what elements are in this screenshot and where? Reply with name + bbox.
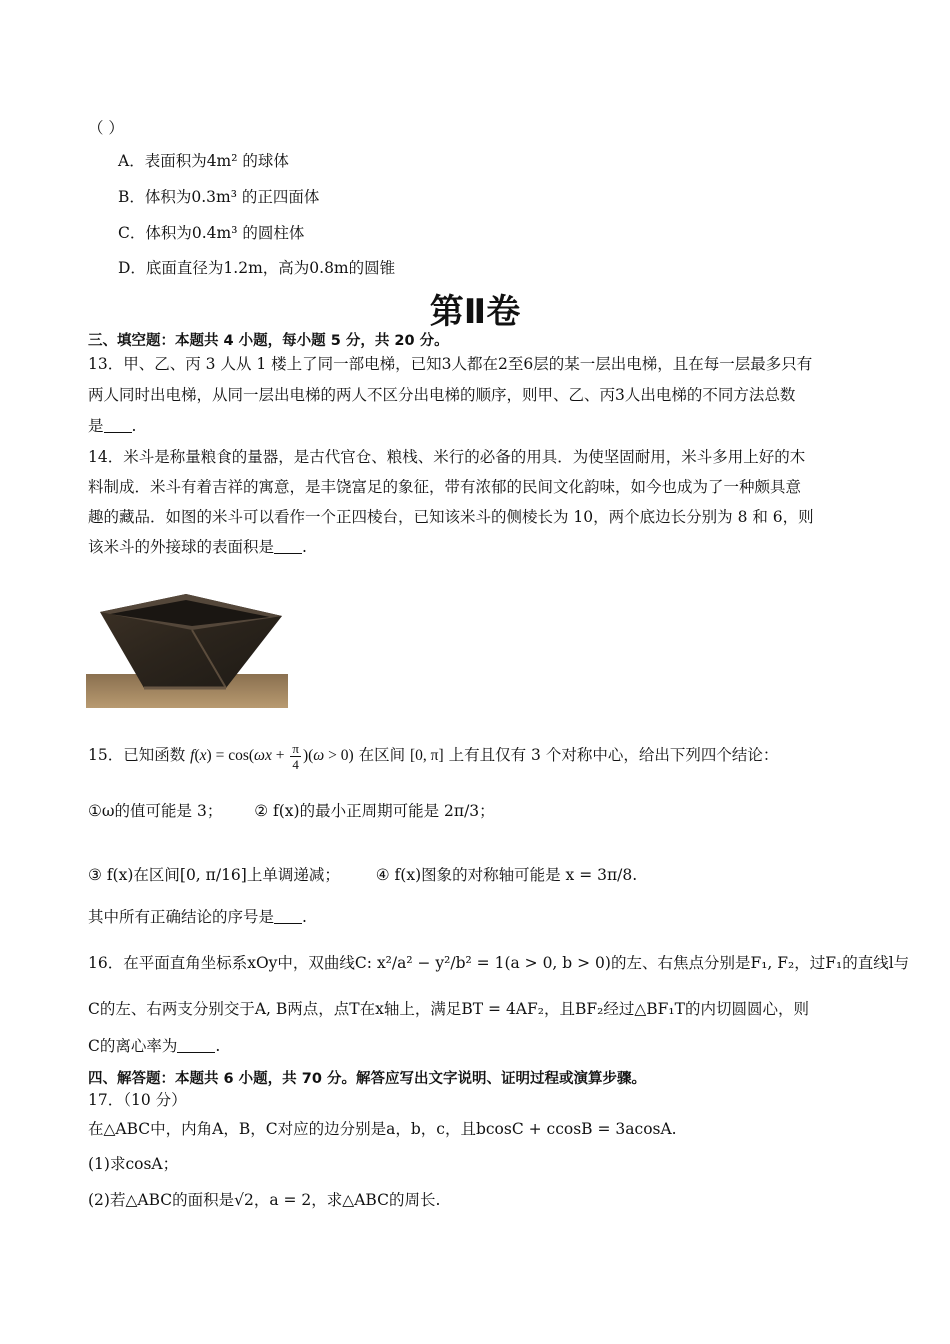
q14-line2: 料制成．米斗有着吉祥的寓意，是丰饶富足的象征，带有浓郁的民间文化韵味，如今也成为了一种颇具意 [88, 478, 802, 496]
frac-den: 4 [292, 756, 299, 772]
period: . [302, 538, 307, 556]
q15-interval: [0, π] [410, 747, 444, 764]
q13-line3 [88, 415, 868, 437]
answer-blank [274, 909, 302, 924]
rice-measure-photo [86, 590, 288, 708]
answer-paren: （ ） [88, 119, 124, 137]
answer-blank [104, 418, 132, 433]
q13-line1: 13．甲、乙、丙 3 人从 1 楼上了同一部电梯，已知3人都在2至6层的某一层出电梯，且在每一层最多只有 [88, 355, 813, 373]
part3-heading: 三、填空题：本题共 4 小题，每小题 5 分，共 20 分。 [88, 333, 449, 349]
q13-text: 是 [88, 417, 104, 435]
q17-part2: (2)若△ABC的面积是√2，a = 2，求△ABC的周长. [88, 1191, 441, 1209]
answer-blank [177, 1038, 215, 1053]
option-d: D．底面直径为1.2m，高为0.8m的圆锥 [118, 259, 396, 277]
period: . [131, 417, 137, 435]
section-title: 第Ⅱ卷 [429, 292, 521, 332]
period: . [302, 908, 307, 926]
q16-line1: 16．在平面直角坐标系xOy中，双曲线C: x²/a² − y²/b² = 1(a > 0, b > 0)的左、右焦点分别是F₁, F₂，过F₁的直线l与 [88, 954, 910, 972]
fraction-pi-over-4 [290, 741, 301, 772]
paren-x: (x) = cos(ωx + [194, 747, 289, 764]
option-b: B．体积为0.3m³ 的正四面体 [118, 188, 320, 206]
q17-part1: (1)求cosA； [88, 1155, 179, 1173]
conclusion-4: ④ f(x)图象的对称轴可能是 x = 3π/8. [375, 866, 638, 884]
q15-conclusions-1-2 [88, 796, 868, 826]
conclusion-1: ①ω的值可能是 3； [88, 802, 223, 820]
q15-prefix: 15．已知函数 [88, 746, 186, 764]
q16-line2: C的左、右两支分别交于A, B两点，点T在x轴上，满足BT = 4AF₂，且BF₂经过△BF₁T的内切圆圆心，则 [88, 1000, 809, 1018]
q14-text: 该米斗的外接球的表面积是 [88, 538, 275, 556]
option-c: C．体积为0.4m³ 的圆柱体 [118, 224, 305, 242]
q15-mid: 在区间 [358, 746, 406, 764]
q15-suffix: 上有且仅有 3 个对称中心，给出下列四个结论： [448, 746, 779, 764]
q15-closing [88, 906, 868, 928]
q14-line3: 趣的藏品．如图的米斗可以看作一个正四棱台，已知该米斗的侧棱长为 10，两个底边长分别为 8 和 6，则 [88, 508, 814, 526]
q16-text: C的离心率为 [88, 1037, 178, 1055]
q14-line1: 14．米斗是称量粮食的量器，是古代官仓、粮栈、米行的必备的用具．为使坚固耐用，米斗多用上好的木 [88, 448, 806, 466]
part4-heading: 四、解答题：本题共 6 小题，共 70 分。解答应写出文字说明、证明过程或演算步骤。 [88, 1071, 646, 1087]
q16-line3 [88, 1033, 868, 1059]
option-a: A．表面积为4m² 的球体 [118, 152, 289, 170]
conclusion-3: ③ f(x)在区间[0, π/16]上单调递减； [88, 866, 340, 884]
conclusion-2: ② f(x)的最小正周期可能是 2π/3； [254, 802, 495, 820]
omega-cond: )(ω > 0) [302, 747, 354, 764]
q15-conclusions-3-4 [88, 860, 868, 890]
answer-blank [274, 539, 302, 554]
q15-intro [88, 738, 868, 773]
q14-line4 [88, 536, 868, 558]
frac-num: π [292, 740, 299, 756]
q15-function: f [190, 747, 195, 764]
q13-line2: 两人同时出电梯，从同一层出电梯的两人不区分出电梯的顺序，则甲、乙、丙3人出电梯的不同方法总数 [88, 386, 796, 404]
q17-header: 17．（10 分） [88, 1091, 187, 1109]
period: . [215, 1037, 221, 1055]
q17-line1: 在△ABC中，内角A，B，C对应的边分别是a，b，c，且bcosC + ccosB = 3acosA. [88, 1120, 677, 1138]
q15-closing-text: 其中所有正确结论的序号是 [88, 908, 275, 926]
